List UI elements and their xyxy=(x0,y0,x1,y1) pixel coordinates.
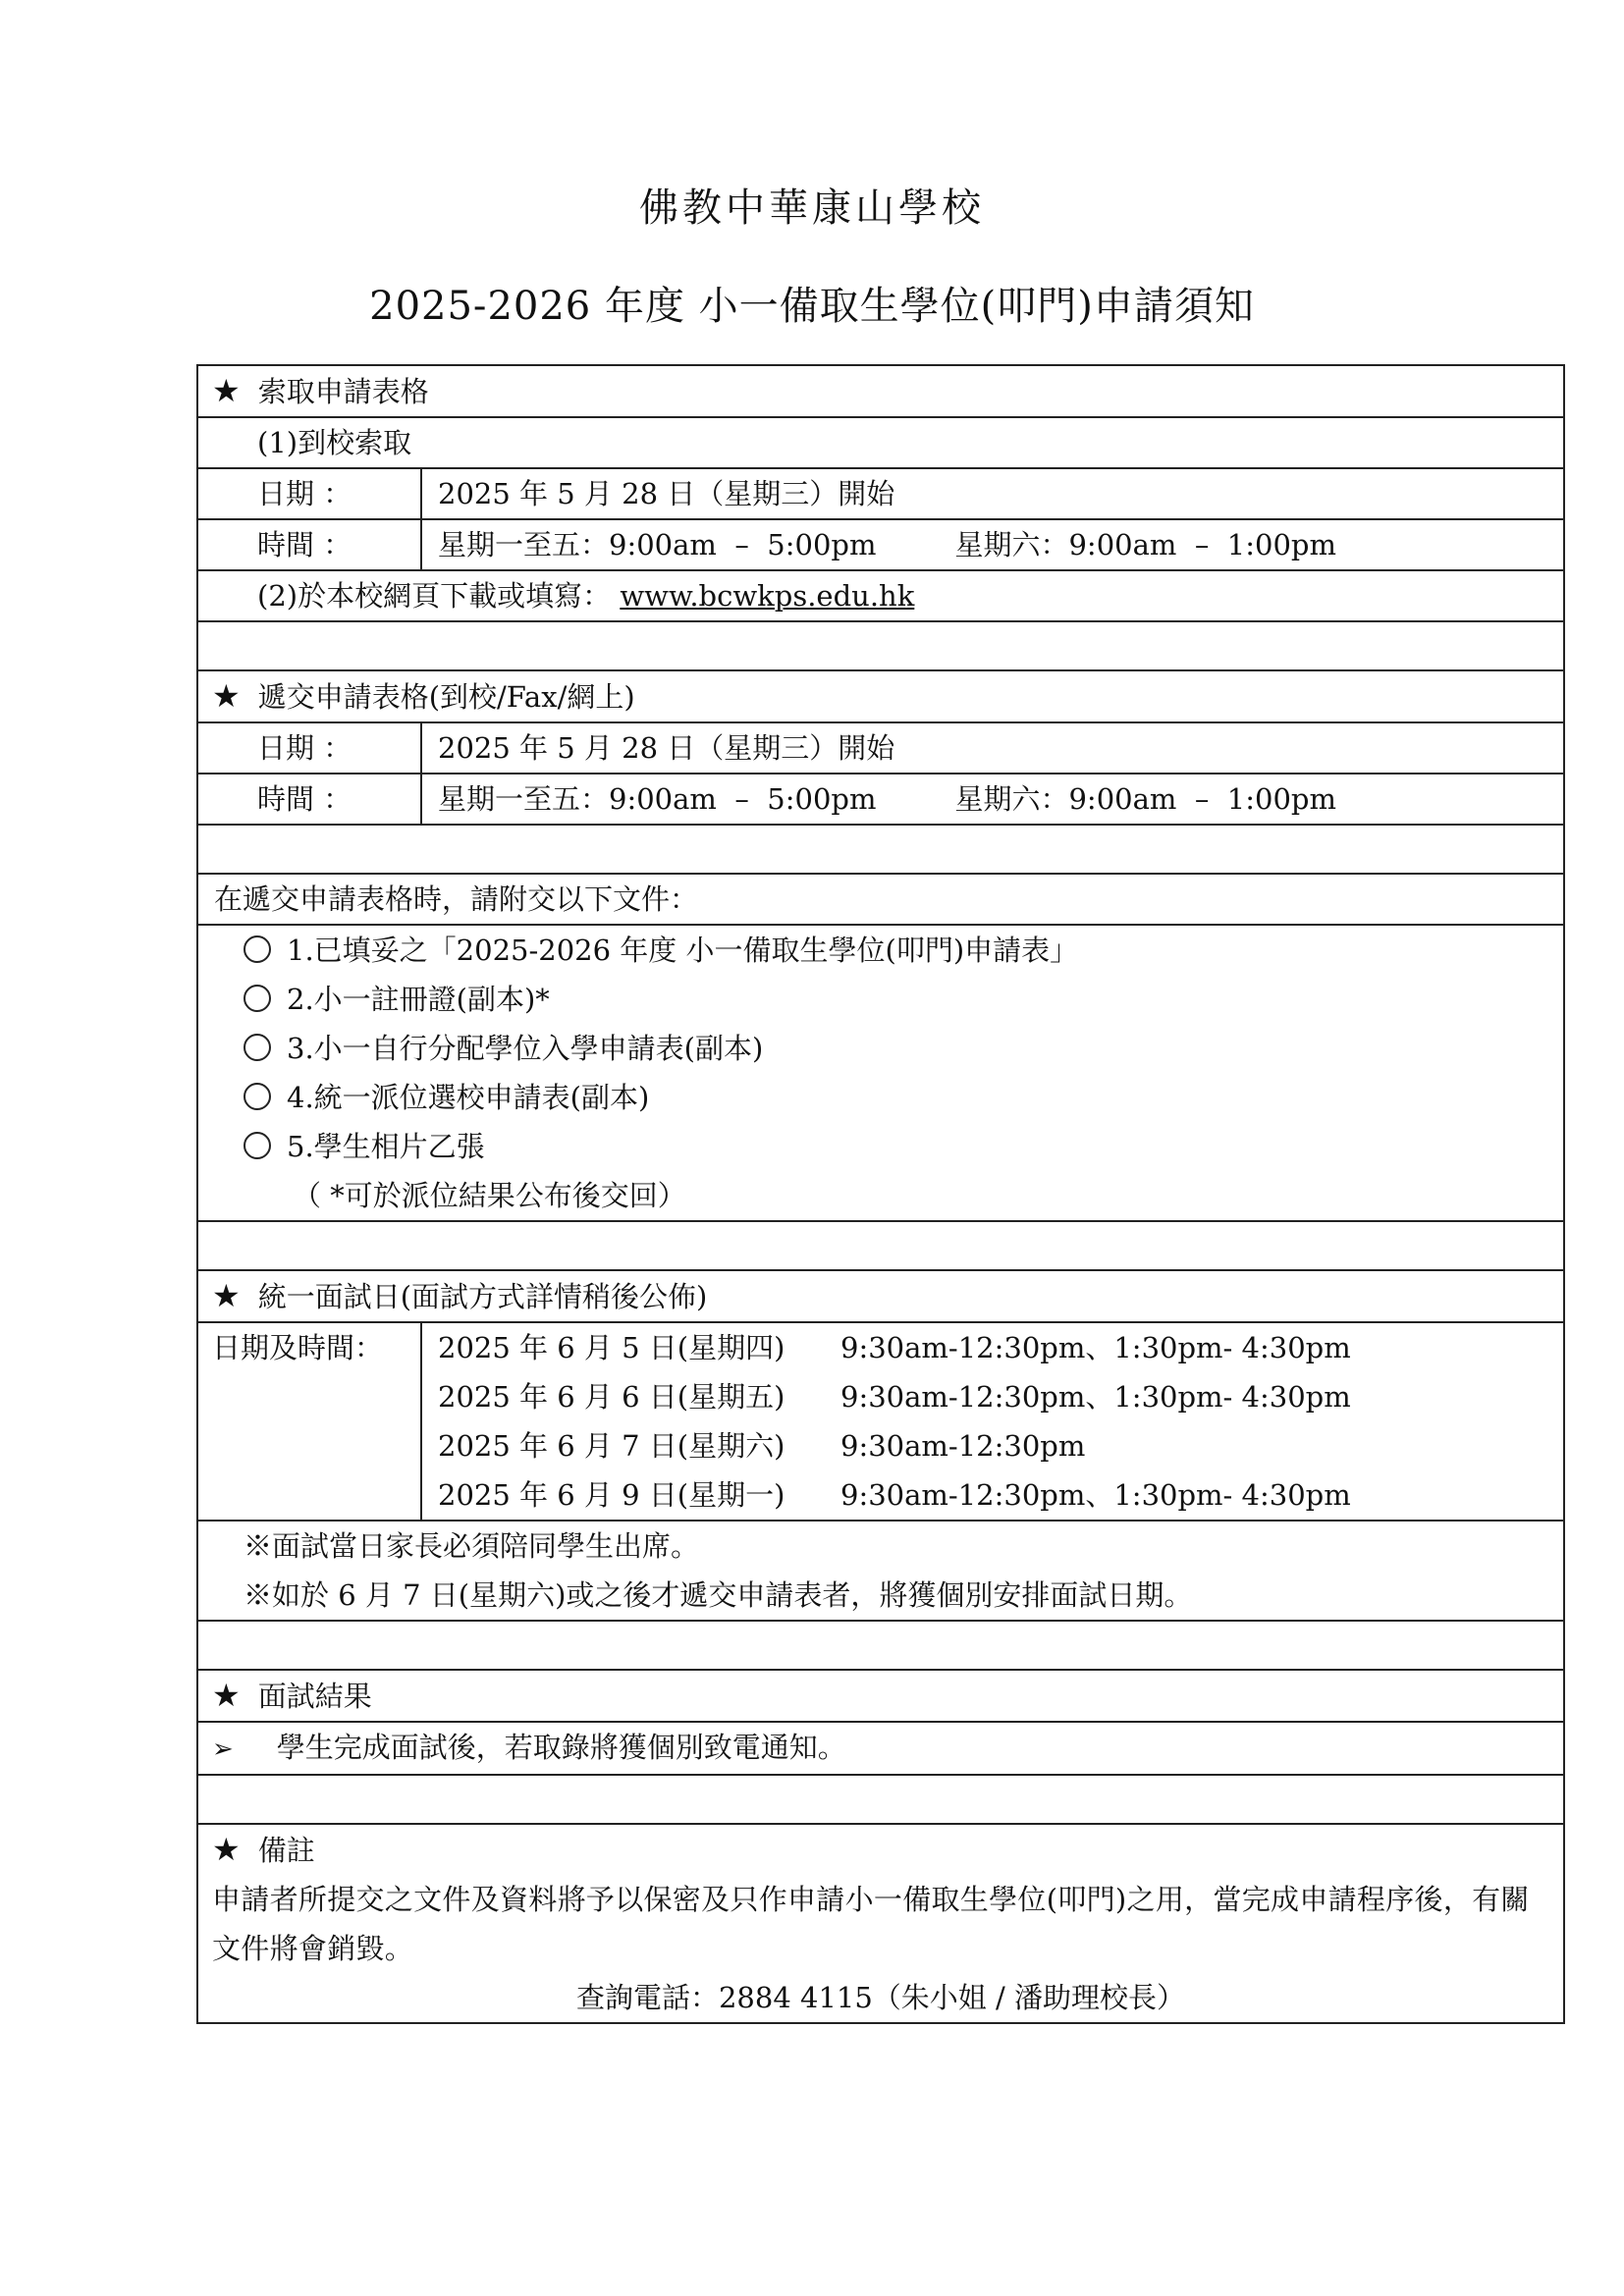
document-item: 5.學生相片乙張 xyxy=(244,1122,1563,1171)
obtain-time-row xyxy=(197,519,1564,570)
circle-icon xyxy=(244,1034,271,1061)
star-icon: ★ xyxy=(212,677,241,715)
section-result-heading: 面試結果 xyxy=(257,1680,372,1713)
star-icon: ★ xyxy=(212,372,241,409)
interview-slot: 2025 年 6 月 6 日(星期五) 9:30am-12:30pm、1:30pm- 4:30pm xyxy=(438,1380,1351,1414)
document-item: 3.小一自行分配學位入學申請表(副本) xyxy=(244,1024,1563,1073)
section-interview-heading-row xyxy=(197,1270,1564,1322)
result-text-row xyxy=(197,1722,1564,1775)
section-obtain-heading: 索取申請表格 xyxy=(257,375,429,408)
submit-time-row xyxy=(197,774,1564,825)
arrow-icon: ➢ xyxy=(212,1735,234,1764)
result-text: 學生完成面試後，若取錄將獲個別致電通知。 xyxy=(276,1731,846,1764)
spacer-row xyxy=(197,1775,1564,1824)
obtain-date-label: 日期 ： xyxy=(197,468,421,519)
section-interview-heading: 統一面試日(面試方式詳情稍後公佈) xyxy=(257,1280,708,1313)
obtain-method2-label: (2)於本校網頁下載或填寫： xyxy=(257,579,612,613)
documents-intro-row xyxy=(197,874,1564,925)
spacer-row xyxy=(197,1221,1564,1270)
section-submit-heading-row xyxy=(197,670,1564,722)
obtain-time-weekday: 星期一至五：9:00am – 5:00pm xyxy=(438,528,877,561)
circle-icon xyxy=(244,935,271,963)
submit-time-label: 時間 ： xyxy=(197,774,421,825)
star-icon: ★ xyxy=(212,1677,241,1714)
remarks-row xyxy=(197,1824,1564,2023)
document-item: 2.小一註冊證(副本)* xyxy=(244,975,1563,1024)
remarks-text: 申請者所提交之文件及資料將予以保密及只作申請小一備取生學位(叩門)之用，當完成申請程序後，有關文件將會銷毀。 xyxy=(212,1883,1530,1965)
spacer-row xyxy=(197,825,1564,874)
documents-list-row xyxy=(197,925,1564,1221)
star-icon: ★ xyxy=(212,1277,241,1314)
document-item: 4.統一派位選校申請表(副本) xyxy=(244,1073,1563,1122)
documents-footnote: （ *可於派位結果公布後交回） xyxy=(293,1179,686,1212)
submit-date-row xyxy=(197,722,1564,774)
interview-slot: 2025 年 6 月 7 日(星期六) 9:30am-12:30pm xyxy=(438,1429,1086,1463)
interview-schedule-row xyxy=(197,1322,1564,1521)
submit-date-label: 日期 ： xyxy=(197,722,421,774)
spacer-row xyxy=(197,1621,1564,1670)
section-obtain-heading-row xyxy=(197,365,1564,417)
star-icon: ★ xyxy=(212,1831,241,1868)
interview-note: ※如於 6 月 7 日(星期六)或之後才遞交申請表者，將獲個別安排面試日期。 xyxy=(244,1578,1193,1612)
page-title: 2025-2026 年度 小一備取生學位(叩門)申請須知 xyxy=(369,284,1255,329)
section-result-heading-row xyxy=(197,1670,1564,1722)
section-remarks-heading: 備註 xyxy=(257,1834,315,1867)
interview-note: ※面試當日家長必須陪同學生出席。 xyxy=(244,1529,700,1563)
interview-slot: 2025 年 6 月 9 日(星期一) 9:30am-12:30pm、1:30pm- 4:30pm xyxy=(438,1478,1351,1512)
interview-slot: 2025 年 6 月 5 日(星期四) 9:30am-12:30pm、1:30pm- 4:30pm xyxy=(438,1331,1351,1364)
documents-intro: 在遞交申請表格時，請附交以下文件： xyxy=(197,874,1564,925)
obtain-date-row xyxy=(197,468,1564,519)
section-submit-heading: 遞交申請表格(到校/Fax/網上) xyxy=(257,680,635,714)
submit-time-weekday: 星期一至五：9:00am – 5:00pm xyxy=(438,782,877,816)
obtain-time-saturday: 星期六：9:00am – 1:00pm xyxy=(954,528,1336,561)
obtain-method2-row xyxy=(197,570,1564,621)
circle-icon xyxy=(244,1132,271,1159)
info-table xyxy=(196,364,1565,2024)
circle-icon xyxy=(244,1083,271,1110)
enquiry-phone: 查詢電話：2884 4115（朱小姐 / 潘助理校長） xyxy=(575,1981,1186,2014)
obtain-method1: (1)到校索取 xyxy=(197,417,1564,468)
interview-label: 日期及時間： xyxy=(197,1322,421,1521)
document-item: 1.已填妥之「2025-2026 年度 小一備取生學位(叩門)申請表」 xyxy=(244,926,1563,975)
interview-notes-row xyxy=(197,1521,1564,1621)
submit-time-saturday: 星期六：9:00am – 1:00pm xyxy=(954,782,1336,816)
circle-icon xyxy=(244,985,271,1012)
submit-date-value: 2025 年 5 月 28 日（星期三）開始 xyxy=(421,722,1564,774)
obtain-time-label: 時間 ： xyxy=(197,519,421,570)
school-website-link[interactable]: www.bcwkps.edu.hk xyxy=(620,579,915,613)
obtain-date-value: 2025 年 5 月 28 日（星期三）開始 xyxy=(421,468,1564,519)
school-name: 佛教中華康山學校 xyxy=(639,186,985,231)
obtain-method1-row xyxy=(197,417,1564,468)
spacer-row xyxy=(197,621,1564,670)
